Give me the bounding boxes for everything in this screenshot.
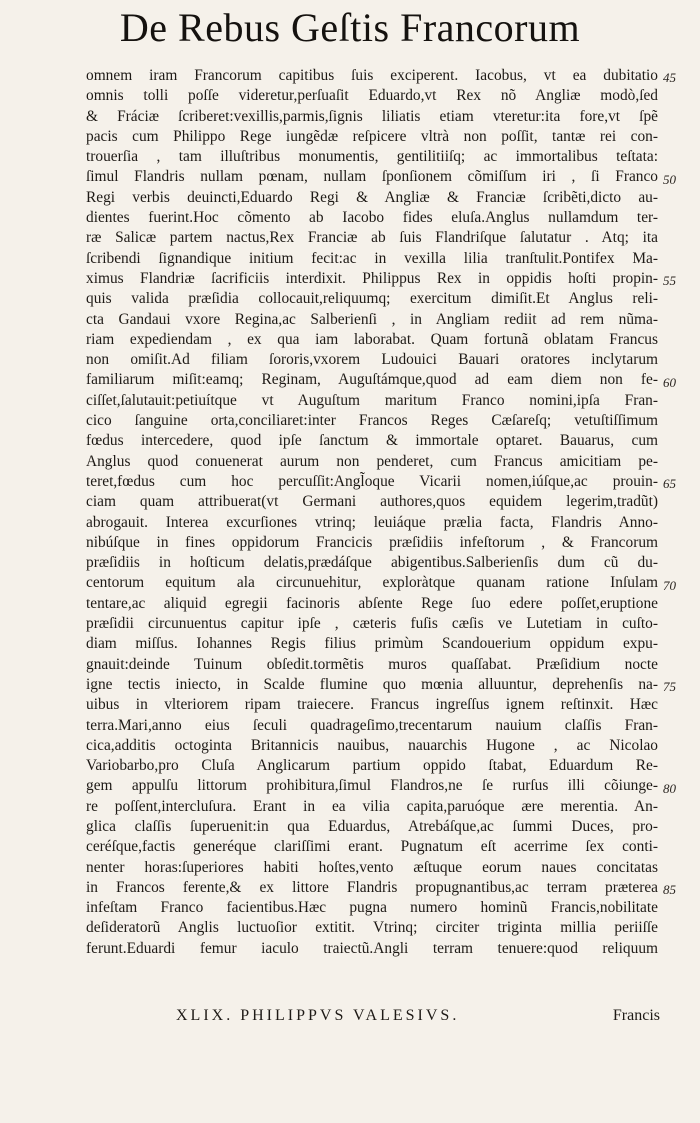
text-line: non omiſit.Ad filiam ſororis,vxorem Ludouici Bauari oratores inclytarum (86, 351, 658, 369)
text-line: ſcribendi ſignandique initium fecit:ac in vexilla lilia tranſtulit.Pontifex Ma- (86, 249, 658, 267)
page-footer (176, 1007, 660, 1029)
text-line: dientes fuerint.Hoc cõmento ab Iacobo fides eluſa.Anglus nullamdum ter- (86, 209, 658, 227)
text-line: ræ Salicæ partem nactus,Rex Franciæ ab ſuis Flandriſque ſalutatur . Atq; ita (86, 229, 658, 247)
text-line: riam expediendam , ex qua iam laborabat. Quam fortunã oblatam Francus (86, 330, 658, 348)
text-line: ceréſque,factis generéque clariſſimi erant. Pugnatum eſt acerrime ſex conti- (86, 838, 658, 856)
text-line: gem appulſu littorum prohibitura,ſimul Flandros,ne ſe rurſus illi cõiunge- (86, 777, 658, 795)
text-line: & Fráciæ ſcriberet:vexillis,parmis,ſignis liliatis etiam vteretur:ita fore,vt ſpẽ (86, 107, 658, 125)
text-line: cta Gandaui vxore Regina,ac Salberienſi , in Angliam rediit ad rem nũma- (86, 310, 658, 328)
text-line: familiarum miſit:eamq; Reginam, Auguſtámque,quod ad eam diem non fe- (86, 371, 658, 389)
text-line: trouerſia , tam illuſtribus monumentis, gentilitiiſq; ac immortalibus teſtata: (86, 148, 658, 166)
text-line: Variobarbo,pro Cluſa Anglicarum partium oppido ſtabat, Eduardum Re- (86, 757, 658, 775)
text-line: infeſtam Franco facientibus.Hæc pugna numero hominũ Francis,nobilitate (86, 899, 658, 917)
margin-line-number: 55 (663, 273, 676, 288)
margin-line-number: 65 (663, 476, 676, 491)
text-line: cica,additis octoginta Britannicis nauibus, nauarchis Hugone , ac Nicolao (86, 736, 658, 754)
running-head: De Rebus Geſtis Francorum (119, 5, 581, 50)
text-line: teret,fœdus cum hoc percuſſit:Angl̃oque Vicarii nomen,iúſque,ac prouin- (86, 472, 658, 490)
text-line: pacis cum Philippo Rege iungẽdæ reſpicere vltrà non poſſit, tantæ rei con- (86, 127, 658, 145)
margin-line-number: 45 (663, 70, 676, 85)
text-line: glica claſſis ſuperuenit:in qua Eduardus, Atrebáſque,ac ſummi Duces, pro- (86, 817, 658, 835)
body-text (86, 66, 658, 959)
text-line: diam miſſus. Iohannes Regis filius primùm Scandouerium oppidum expu- (86, 635, 658, 653)
text-line: nibúſque in fines oppidorum Francicis præſidiis infeſtorum , & Francorum (86, 533, 658, 551)
text-line: ciam quam attribuerat(vt Germani authores,quos equidem legerim,tradũt) (86, 493, 658, 511)
text-line: præſidii circunuentus capitur ipſe , cæteris fuſis cæſis ve Lutetiam in cuſto- (86, 615, 658, 633)
text-line: nenter horas:ſuperiores habiti hoſtes,vento æſtuque eorum naues concitatas (86, 858, 658, 876)
text-line: abrogauit. Interea excurſiones vtrinq; leuiáque prælia facta, Flandris Anno- (86, 513, 658, 531)
margin-line-number: 80 (663, 780, 676, 796)
text-line: in Francos ferente,& ex littore Flandris propugnantibus,ac terram præterea (86, 878, 658, 896)
text-line: ciſſet,ſalutauit:petiuítque vt Auguſtum maritum Franco nomini,ipſa Fran- (86, 391, 658, 409)
text-line: Anglus quod conuenerat aurum non penderet, cum Francus amicitiam pe- (86, 452, 658, 470)
text-line: ſimul Flandris nullam pœnam, nullam ſponſionem cõmiſſum iri , ſi Franco (86, 168, 658, 186)
catchword: Francis (612, 1007, 660, 1024)
text-line: deſideratorũ Anglis luctuoſior extitit. Vtrinq; circiter triginta millia periiſſe (86, 919, 658, 937)
text-line: uibus in vlteriorem ripam traiecere. Francus ingreſſus ignem reſtinxit. Hæc (86, 696, 658, 714)
text-line: igne tectis iniecto, in Scalde flumine quo mœnia alluuntur, deprehenſis na- (86, 675, 658, 693)
text-line: re poſſent,intercluſura. Erant in ea vilia capita,paruóque ære merentia. An- (86, 797, 658, 815)
margin-line-number: 60 (663, 374, 676, 390)
text-line: ferunt.Eduardi femur iaculo traiectũ.Angli terram tenuere:quod reliquum (86, 939, 658, 957)
text-line: tentare,ac aliquid egregii facinoris abſente Rege ſuo edere poſſet,eruptione (86, 594, 658, 612)
text-line: gnauit:deinde Tuinum obſedit.tormẽtis muros quaſſabat. Præſidium nocte (86, 655, 658, 673)
text-line: cico ſanguine orta,conciliaret:inter Francos Reges Cæſareſq; vetuſtiſſimum (86, 412, 658, 430)
text-line: omnem iram Francorum capitibus ſuis exciperent. Iacobus, vt ea dubitatio (86, 67, 658, 84)
text-line: præſidiis in hoſticum delatis,prædáſque abigentibus.Salberienſis dum cũ du- (86, 554, 658, 572)
margin-line-number: 75 (663, 679, 676, 694)
text-line: terra.Mari,anno eius ſeculi quadrageſimo,trecentarum nauium claſſis Fran- (86, 716, 658, 734)
text-line: fœdus intercedere, quod ipſe ſanctum & immortale optaret. Bauarus, cum (86, 432, 658, 450)
text-line: quis valida præſidia collocauit,reliquumq; exercitum dimiſit.Et Anglus reli- (86, 290, 658, 308)
margin-line-number: 50 (663, 171, 676, 187)
text-line: omnis tolli poſſe videretur,perſuaſit Eduardo,vt Rex nõ Angliæ modò,ſed (86, 87, 658, 105)
text-line: Regi verbis deuincti,Eduardo Regi & Angliæ & Franciæ ſcribẽti,dicto au- (86, 188, 658, 206)
margin-line-number: 85 (663, 882, 676, 897)
margin-line-number: 70 (663, 577, 676, 593)
text-line: centorum equitum ala circunuehitur, exploràtque quanam ratione Inſulam (86, 574, 658, 592)
text-line: ximus Flandriæ ſacrificiis interdixit. Philippus Rex in oppidis hoſti propin- (86, 269, 658, 287)
footer-signature: XLIX. PHILIPPVS VALESIVS. (176, 1007, 460, 1024)
